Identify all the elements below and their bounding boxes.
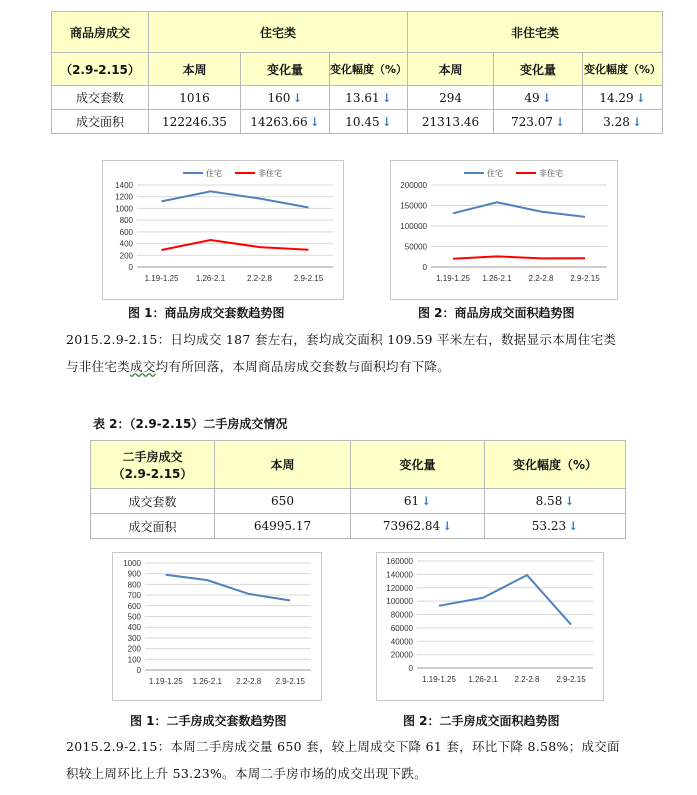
- x-tick-label: 2.9-2.15: [570, 274, 600, 283]
- y-tick-label: 1400: [115, 181, 133, 190]
- table2-corner-period: （2.9-2.15）: [112, 466, 193, 481]
- x-tick-label: 2.2-2.8: [247, 274, 272, 283]
- y-tick-label: 50000: [404, 242, 427, 252]
- cell-change: 723.07 ↓: [494, 110, 583, 134]
- row-label: 成交面积: [91, 514, 215, 539]
- paragraph-line: 与非住宅类成交均有所回落，本周商品房成交套数与面积均有下降。: [66, 359, 451, 374]
- y-tick-label: 1000: [115, 204, 133, 214]
- down-arrow-icon: ↓: [635, 90, 646, 105]
- table1-group-residential: 住宅类: [149, 12, 408, 53]
- table2-corner-title: 二手房成交: [122, 449, 183, 464]
- table-row: [91, 514, 626, 539]
- y-tick-label: 0: [128, 263, 133, 272]
- cell-rate: 14.29 ↓: [583, 86, 663, 110]
- chart-svg: [103, 161, 343, 299]
- cell-change: 61 ↓: [351, 489, 485, 514]
- series-line-primary: [162, 191, 309, 207]
- table-row: [52, 86, 663, 110]
- cell-change: 49 ↓: [494, 86, 583, 110]
- x-tick-label: 1.19-1.25: [422, 675, 456, 684]
- summary-paragraph: [66, 326, 616, 380]
- y-tick-label: 200: [127, 644, 141, 654]
- table1-col-rate: 变化幅度（%）: [330, 53, 408, 86]
- cell-value: 122246.35: [149, 110, 241, 134]
- down-arrow-icon: ↓: [564, 494, 575, 508]
- y-tick-label: 100000: [400, 222, 427, 231]
- summary-paragraph: [66, 733, 620, 787]
- x-tick-label: 1.26-2.1: [468, 675, 498, 684]
- y-tick-label: 20000: [390, 650, 413, 660]
- y-tick-label: 100000: [386, 597, 413, 607]
- cell-value: 650: [215, 489, 351, 514]
- figure-caption: 图 2：商品房成交面积趋势图: [418, 306, 575, 320]
- chart-new-housing-area: [390, 160, 618, 300]
- y-tick-label: 200: [119, 251, 133, 261]
- table2-corner: [91, 441, 215, 489]
- paragraph-line: 2015.2.9-2.15：日均成交 187 套左右，套均成交面积 109.59 平米左右，数据显示本周住宅类: [66, 332, 617, 347]
- table1-col-change: 变化量: [494, 53, 583, 86]
- y-tick-label: 160000: [386, 557, 413, 566]
- down-arrow-icon: ↓: [309, 114, 320, 129]
- series-line-primary: [453, 202, 585, 217]
- legend-label: 非住宅: [258, 169, 282, 178]
- x-tick-label: 1.26-2.1: [195, 274, 226, 283]
- table-new-housing: [51, 11, 663, 134]
- cell-rate: 8.58 ↓: [485, 489, 626, 514]
- table1-corner-title: 商品房成交: [52, 12, 149, 53]
- x-tick-label: 1.19-1.25: [436, 274, 470, 283]
- legend-label: 非住宅: [539, 169, 563, 178]
- y-tick-label: 60000: [390, 623, 413, 633]
- y-tick-label: 40000: [390, 637, 413, 647]
- cell-value: 64995.17: [215, 514, 351, 539]
- x-tick-label: 2.2-2.8: [236, 677, 262, 686]
- y-tick-label: 140000: [386, 570, 413, 580]
- figure-caption: 图 1：商品房成交套数趋势图: [128, 306, 285, 320]
- x-tick-label: 1.19-1.25: [144, 274, 179, 283]
- cell-rate: 10.45 ↓: [330, 110, 408, 134]
- figure-caption: 图 1：二手房成交套数趋势图: [130, 714, 287, 728]
- y-tick-label: 0: [408, 664, 413, 673]
- down-arrow-icon: ↓: [442, 519, 453, 533]
- y-tick-label: 800: [119, 216, 133, 226]
- down-arrow-icon: ↓: [631, 114, 642, 129]
- row-label: 成交套数: [52, 86, 149, 110]
- table2-title: 表 2：（2.9-2.15）二手房成交情况: [93, 417, 288, 431]
- cell-rate: 3.28 ↓: [583, 110, 663, 134]
- paragraph-line: 积较上周环比上升 53.23%。本周二手房市场的成交出现下跌。: [66, 766, 427, 781]
- y-tick-label: 100: [127, 655, 141, 665]
- table1-col-change: 变化量: [241, 53, 330, 86]
- y-tick-label: 80000: [390, 610, 413, 620]
- x-tick-label: 2.9-2.15: [275, 677, 305, 686]
- down-arrow-icon: ↓: [541, 90, 552, 105]
- y-tick-label: 700: [127, 591, 141, 601]
- row-label: 成交套数: [91, 489, 215, 514]
- y-tick-label: 1000: [123, 559, 141, 568]
- y-tick-label: 400: [127, 623, 141, 633]
- down-arrow-icon: ↓: [421, 494, 432, 508]
- cell-value: 21313.46: [408, 110, 494, 134]
- table1-col-week: 本周: [149, 53, 241, 86]
- y-tick-label: 900: [127, 569, 141, 579]
- y-tick-label: 120000: [386, 583, 413, 593]
- table1-col-week: 本周: [408, 53, 494, 86]
- cell-change: 160 ↓: [241, 86, 330, 110]
- paragraph-line: 2015.2.9-2.15：本周二手房成交量 650 套，较上周成交下降 61 套，环比下降 8.58%；成交面: [66, 739, 620, 754]
- legend-label: 住宅: [487, 169, 503, 178]
- y-tick-label: 300: [127, 633, 141, 643]
- table-row: [91, 489, 626, 514]
- legend-label: 住宅: [206, 169, 222, 178]
- series-line-secondary: [162, 240, 309, 250]
- x-tick-label: 2.9-2.15: [556, 675, 586, 684]
- y-tick-label: 400: [119, 239, 133, 249]
- down-arrow-icon: ↓: [555, 114, 566, 129]
- y-tick-label: 600: [127, 601, 141, 611]
- cell-value: 1016: [149, 86, 241, 110]
- chart-new-housing-units: [102, 160, 344, 300]
- table1-group-nonresidential: 非住宅类: [408, 12, 663, 53]
- y-tick-label: 600: [119, 227, 133, 237]
- x-tick-label: 2.2-2.8: [528, 274, 554, 283]
- table2-col-change: 变化量: [351, 441, 485, 489]
- spellcheck-underline: 成交: [130, 359, 156, 374]
- series-line-primary: [439, 575, 571, 624]
- table-second-hand: [90, 440, 626, 539]
- series-line-primary: [166, 575, 291, 601]
- down-arrow-icon: ↓: [568, 519, 579, 533]
- x-tick-label: 2.2-2.8: [514, 675, 540, 684]
- y-tick-label: 1200: [115, 192, 133, 202]
- down-arrow-icon: ↓: [292, 90, 303, 105]
- cell-rate: 53.23 ↓: [485, 514, 626, 539]
- y-tick-label: 0: [136, 666, 141, 675]
- y-tick-label: 0: [422, 263, 427, 272]
- chart-svg: [113, 553, 321, 700]
- y-tick-label: 150000: [400, 201, 427, 211]
- table1-col-rate: 变化幅度（%）: [583, 53, 663, 86]
- series-line-secondary: [453, 256, 585, 258]
- x-tick-label: 1.26-2.1: [482, 274, 512, 283]
- cell-change: 14263.66 ↓: [241, 110, 330, 134]
- y-tick-label: 500: [127, 612, 141, 622]
- chart-svg: [391, 161, 617, 299]
- y-tick-label: 200000: [400, 181, 427, 190]
- chart-second-hand-units: [112, 552, 322, 701]
- table2-col-rate: 变化幅度（%）: [485, 441, 626, 489]
- cell-change: 73962.84 ↓: [351, 514, 485, 539]
- table-row: [52, 110, 663, 134]
- chart-second-hand-area: [376, 552, 604, 701]
- table1-corner-period: （2.9-2.15）: [52, 53, 149, 86]
- cell-rate: 13.61 ↓: [330, 86, 408, 110]
- cell-value: 294: [408, 86, 494, 110]
- down-arrow-icon: ↓: [381, 114, 392, 129]
- x-tick-label: 1.26-2.1: [192, 677, 222, 686]
- y-tick-label: 800: [127, 580, 141, 590]
- x-tick-label: 2.9-2.15: [293, 274, 324, 283]
- row-label: 成交面积: [52, 110, 149, 134]
- down-arrow-icon: ↓: [381, 90, 392, 105]
- chart-svg: [377, 553, 603, 700]
- x-tick-label: 1.19-1.25: [148, 677, 183, 686]
- table2-col-week: 本周: [215, 441, 351, 489]
- figure-caption: 图 2：二手房成交面积趋势图: [403, 714, 560, 728]
